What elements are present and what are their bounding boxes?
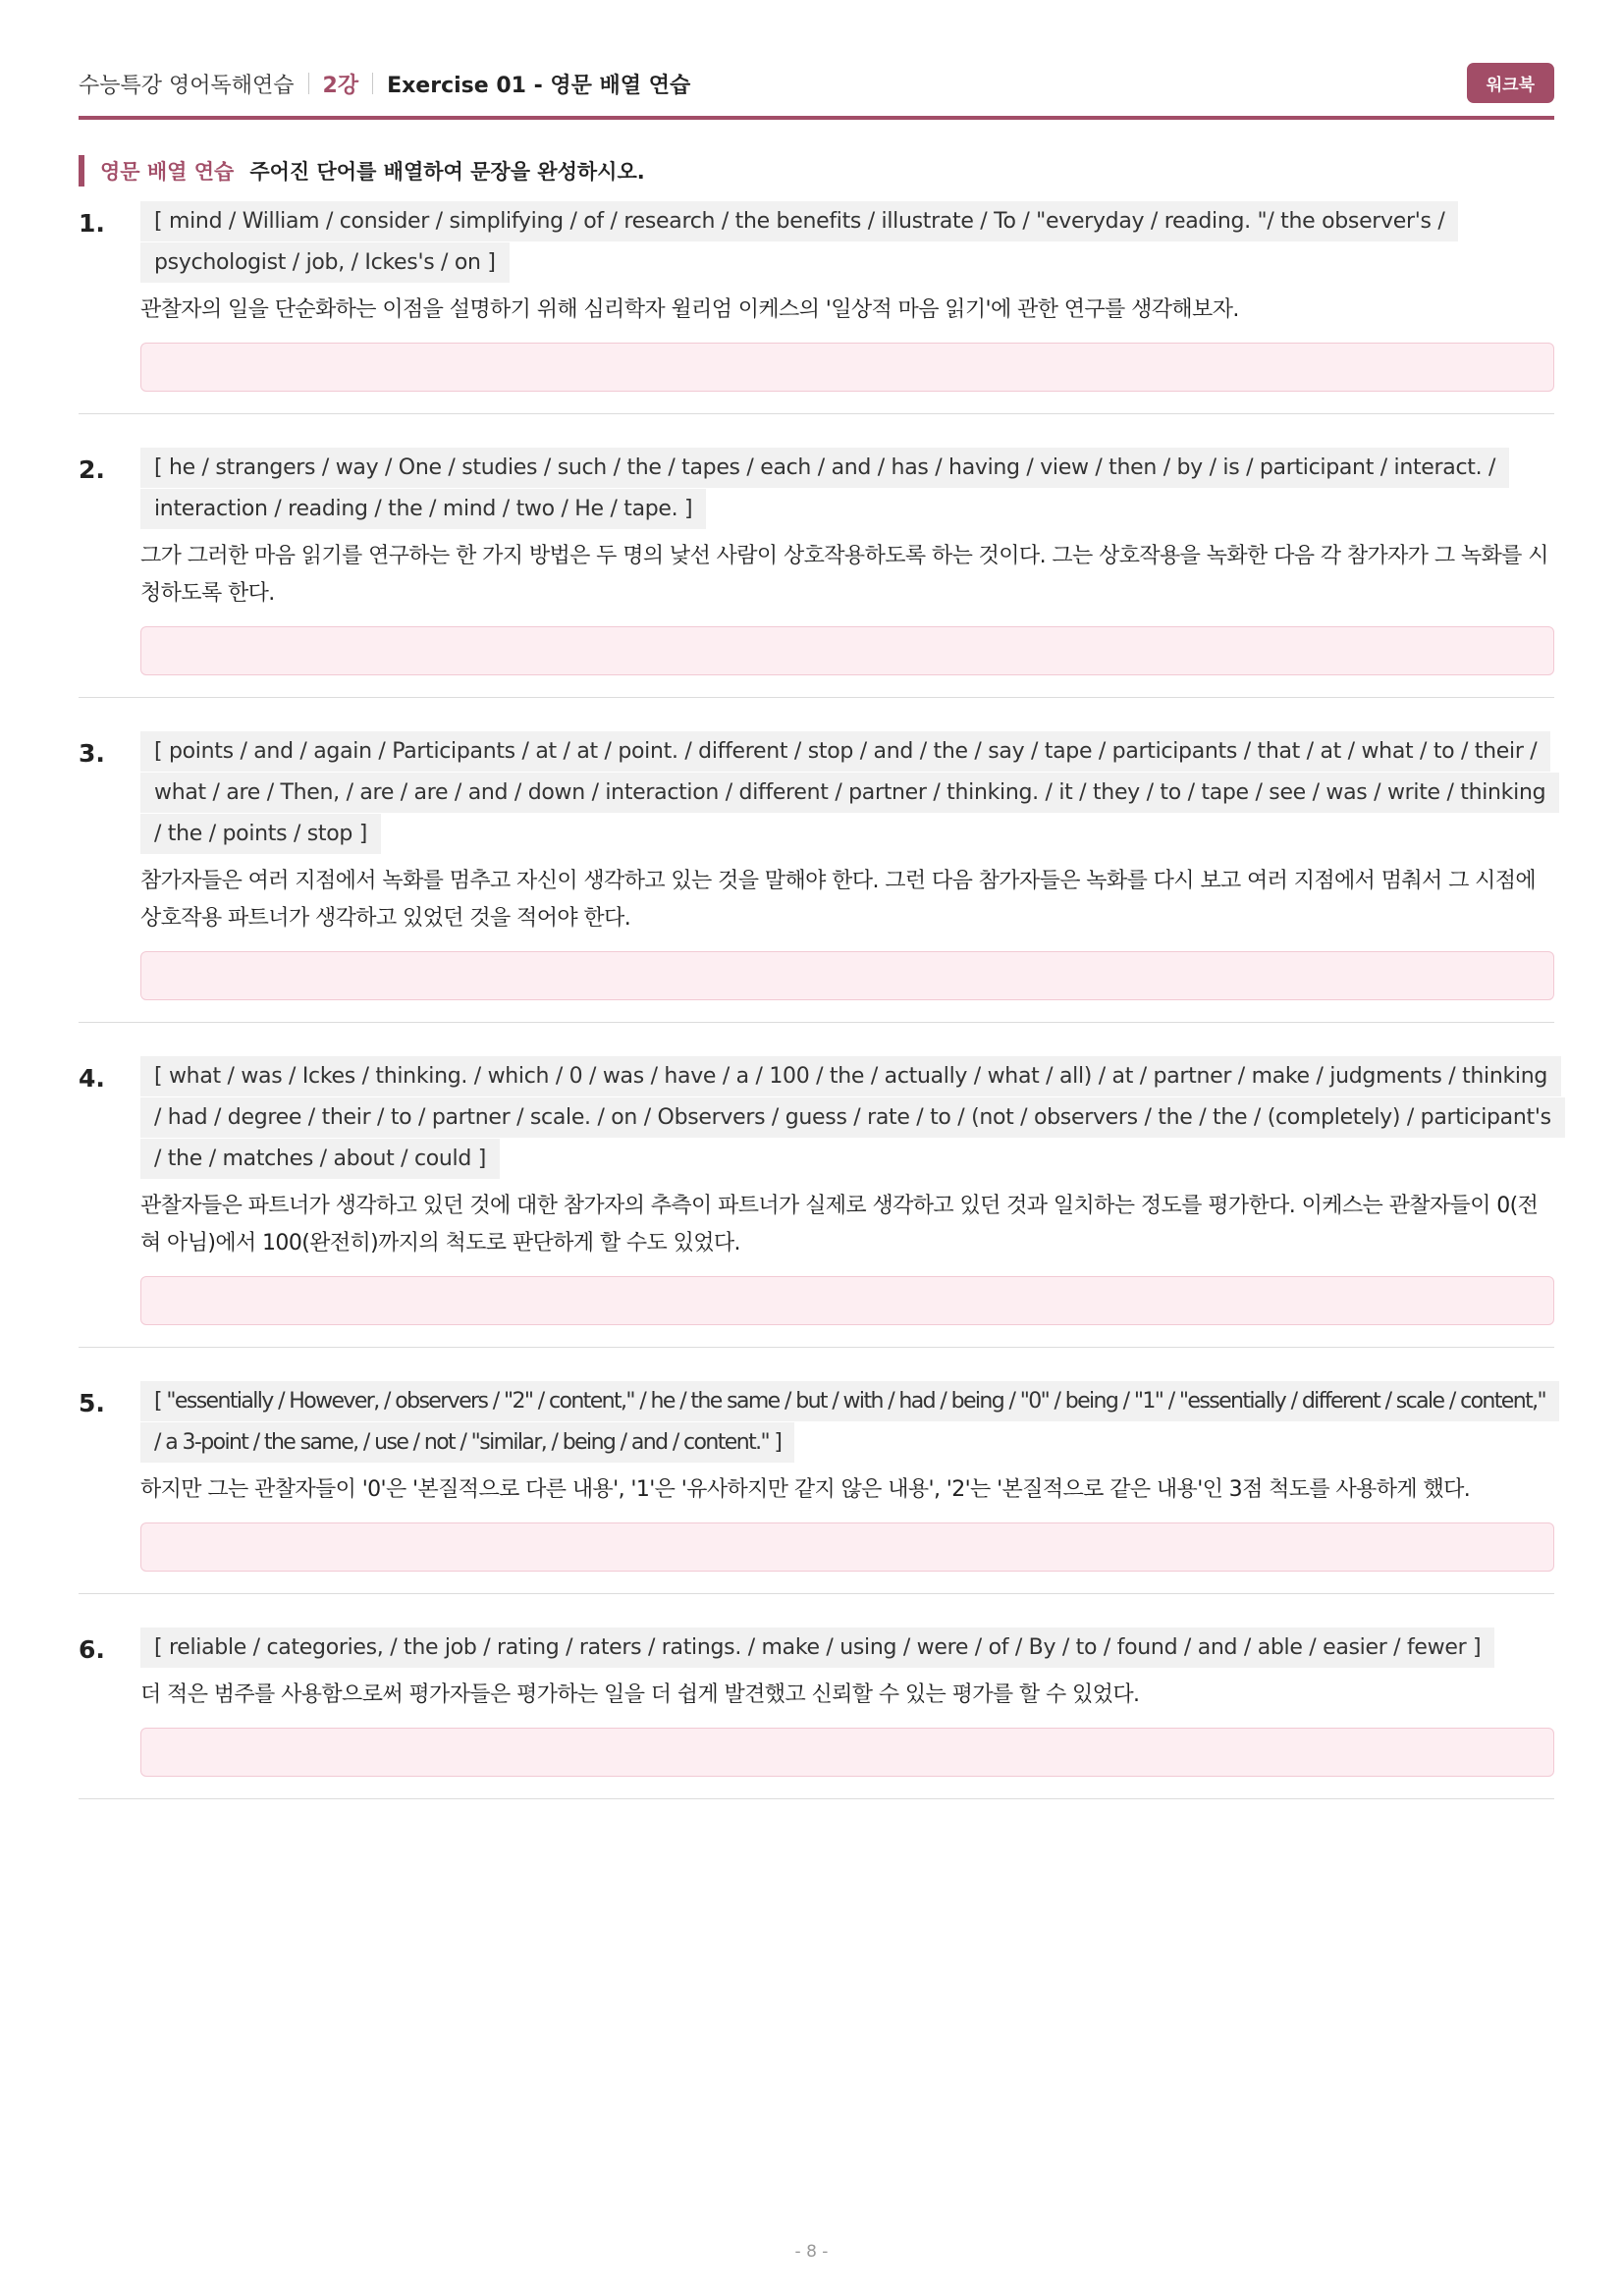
workbook-badge: 워크북 [1467,63,1554,103]
answer-box[interactable] [140,951,1554,1000]
korean-translation: 관찰자의 일을 단순화하는 이점을 설명하기 위해 심리학자 윌리엄 이케스의 '일상적 마음 읽기'에 관한 연구를 생각해보자. [140,297,1239,322]
section-name: 영문 배열 연습 [100,160,235,184]
korean-translation: 그가 그러한 마음 읽기를 연구하는 한 가지 방법은 두 명의 낯선 사람이 상호작용하도록 하는 것이다. 그는 상호작용을 녹화한 다음 각 참가자가 그 녹화를 시청하도록 한다. [140,544,1548,606]
question-item [79,201,1554,414]
header-divider [308,73,309,94]
word-bank [140,448,1554,530]
word-bank-text: [ points / and / again / Participants / at / at / point. / different / stop / and / the / say / tape / participants / that / at / what / to / their / what / are / Then, / are / are / and / down / interaction / different / partner / thinking. / it / they / to / tape / see / was / write / thinking / the / points / stop ] [140,731,1559,854]
section-instruction: 주어진 단어를 배열하여 문장을 완성하시오. [249,160,645,184]
question-number: 3. [79,739,105,768]
question-item [79,1381,1554,1594]
word-bank-text: [ he / strangers / way / One / studies / such / the / tapes / each / and / has / having / view / then / by / is / participant / interact. / interaction / reading / the / mind / two / He / tape. ] [140,448,1509,529]
question-item [79,448,1554,698]
lesson-number: 2강 [322,73,359,98]
word-bank [140,1056,1554,1180]
question-number: 5. [79,1389,105,1417]
question-number: 6. [79,1635,105,1664]
word-bank-text: [ "essentially / However, / observers / "2" / content," / he / the same / but / with / had / being / "0" / being / "1" / "essentially / different / scale / content," / a 3-point / the same, / use / not / "similar, / being / and / content." ] [140,1381,1559,1463]
word-bank [140,201,1554,284]
page-number: - 8 - [794,2242,829,2262]
question-number: 1. [79,209,105,238]
korean-translation: 참가자들은 여러 지점에서 녹화를 멈추고 자신이 생각하고 있는 것을 말해야 한다. 그런 다음 참가자들은 녹화를 다시 보고 여러 지점에서 멈춰서 그 시점에 상호작용 파트너가 생각하고 있었던 것을 적어야 한다. [140,869,1537,931]
answer-box[interactable] [140,626,1554,675]
answer-box[interactable] [140,343,1554,392]
word-bank-text: [ reliable / categories, / the job / rating / raters / ratings. / make / using / were / of / By / to / found / and / able / easier / fewer ] [140,1628,1494,1668]
question-item [79,1628,1554,1799]
question-list [79,201,1554,1833]
section-heading [79,155,645,187]
question-item [79,1056,1554,1348]
header-breadcrumb [79,69,690,99]
word-bank [140,1381,1554,1464]
word-bank [140,1628,1554,1669]
header-rule [79,116,1554,120]
question-number: 4. [79,1064,105,1093]
answer-box[interactable] [140,1728,1554,1777]
korean-translation: 더 적은 범주를 사용함으로써 평가자들은 평가하는 일을 더 쉽게 발견했고 신뢰할 수 있는 평가를 할 수 있었다. [140,1682,1140,1707]
word-bank-text: [ what / was / Ickes / thinking. / which / 0 / was / have / a / 100 / the / actually / what / all) / at / partner / make / judgments / thinking / had / degree / their / to / partner / scale. / on / Observers / guess / rate / to / (not / observers / the / the / (completely) / participant's / the / matches / about / could ] [140,1056,1565,1179]
header-divider [372,73,373,94]
worksheet-page [79,0,1554,2296]
question-number: 2. [79,455,105,484]
section-accent-bar [79,155,84,187]
book-title: 수능특강 영어독해연습 [79,73,295,98]
word-bank-text: [ mind / William / consider / simplifying / of / research / the benefits / illustrate / To / "everyday / reading. "/ the observer's / psychologist / job, / Ickes's / on ] [140,201,1458,283]
korean-translation: 관찰자들은 파트너가 생각하고 있던 것에 대한 참가자의 추측이 파트너가 실제로 생각하고 있던 것과 일치하는 정도를 평가한다. 이케스는 관찰자들이 0(전혀 아님)에서 100(완전히)까지의 척도로 판단하게 할 수도 있었다. [140,1194,1539,1255]
answer-box[interactable] [140,1276,1554,1325]
question-item [79,731,1554,1023]
korean-translation: 하지만 그는 관찰자들이 '0'은 '본질적으로 다른 내용', '1'은 '유사하지만 같지 않은 내용', '2'는 '본질적으로 같은 내용'인 3점 척도를 사용하게 했다. [140,1477,1471,1502]
answer-box[interactable] [140,1522,1554,1572]
page-header [79,61,1554,106]
exercise-title: Exercise 01 - 영문 배열 연습 [387,73,691,98]
word-bank [140,731,1554,855]
